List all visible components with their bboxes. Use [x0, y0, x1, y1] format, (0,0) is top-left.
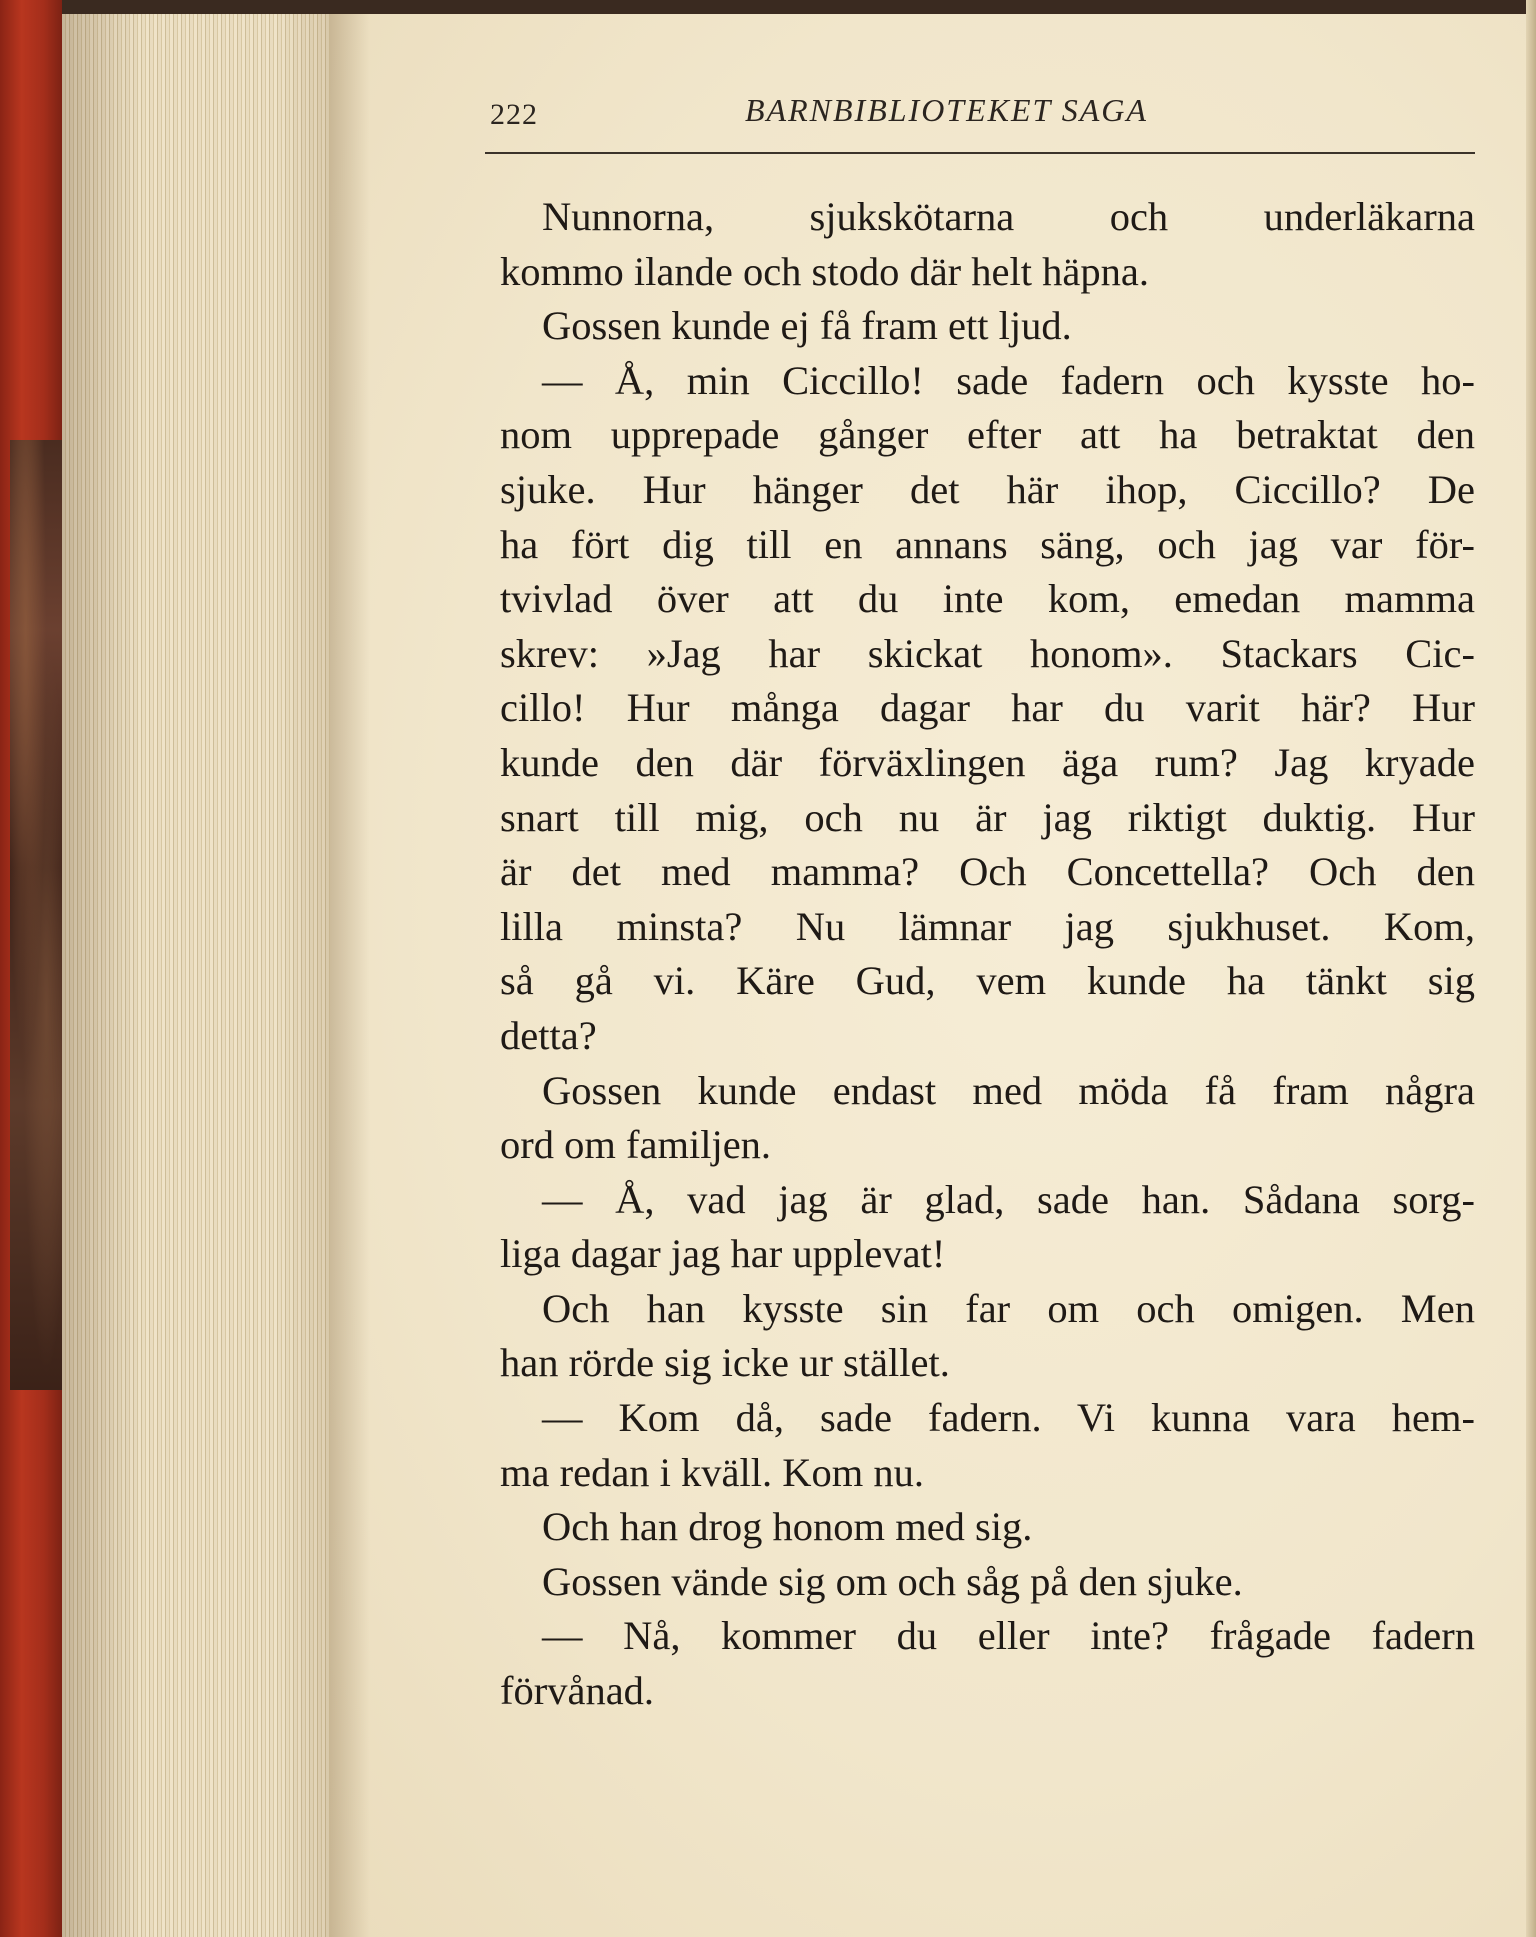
text-line: Gossen vände sig om och såg på den sjuke.	[542, 1558, 1243, 1604]
text-line: är det med mamma? Och Concettella? Och den	[500, 849, 1475, 895]
text-line: så gå vi. Käre Gud, vem kunde ha tänkt sig	[500, 958, 1475, 1004]
marbled-cover	[10, 440, 62, 1390]
text-line: sjuke. Hur hänger det här ihop, Ciccillo? De	[500, 466, 1475, 512]
text-line: detta?	[500, 1012, 597, 1058]
text-line: Nunnorna, sjukskötarna och underläkarna	[542, 194, 1475, 239]
page-header	[490, 92, 1475, 152]
text-line: nom upprepade gånger efter att ha betraktat den	[500, 412, 1475, 458]
right-page-edge	[1526, 0, 1536, 1937]
text-line: Och han kysste sin far om och omigen. Men	[542, 1285, 1475, 1331]
text-line: skrev: »Jag har skickat honom». Stackars Cic-	[500, 630, 1475, 676]
text-line: ma redan i kväll. Kom nu.	[500, 1449, 925, 1495]
text-line: förvånad.	[500, 1668, 655, 1714]
page-edges-shade	[62, 14, 330, 1937]
text-line: — Nå, kommer du eller inte? frågade fadern	[542, 1613, 1475, 1659]
body-text	[500, 190, 1475, 1719]
running-head: BARNBIBLIOTEKET SAGA	[745, 92, 1148, 128]
text-line: kommo ilande och stodo där helt häpna.	[500, 248, 1149, 294]
text-line: — Kom då, sade fadern. Vi kunna vara hem-	[542, 1395, 1475, 1441]
text-line: Gossen kunde ej få fram ett ljud.	[542, 303, 1072, 349]
book-top-edge	[0, 0, 1536, 14]
text-line: han rörde sig icke ur stället.	[500, 1340, 950, 1386]
text-line: liga dagar jag har upplevat!	[500, 1231, 946, 1277]
header-rule	[485, 152, 1475, 154]
text-line: — Å, vad jag är glad, sade han. Sådana sorg-	[542, 1176, 1475, 1222]
text-line: tvivlad över att du inte kom, emedan mamma	[500, 576, 1475, 622]
text-line: ha fört dig till en annans säng, och jag var för-	[500, 521, 1475, 567]
page-number: 222	[490, 98, 538, 131]
text-line: ord om familjen.	[500, 1122, 772, 1168]
text-line: snart till mig, och nu är jag riktigt duktig. Hur	[500, 794, 1475, 840]
text-line: Och han drog honom med sig.	[542, 1504, 1033, 1550]
text-line: kunde den där förväxlingen äga rum? Jag kryade	[500, 739, 1475, 785]
text-line: — Å, min Ciccillo! sade fadern och kysste ho-	[542, 357, 1475, 403]
gutter-shadow	[330, 14, 370, 1937]
text-line: lilla minsta? Nu lämnar jag sjukhuset. Kom,	[500, 903, 1475, 949]
text-line: cillo! Hur många dagar har du varit här? Hur	[500, 685, 1475, 731]
text-line: Gossen kunde endast med möda få fram några	[542, 1067, 1475, 1113]
